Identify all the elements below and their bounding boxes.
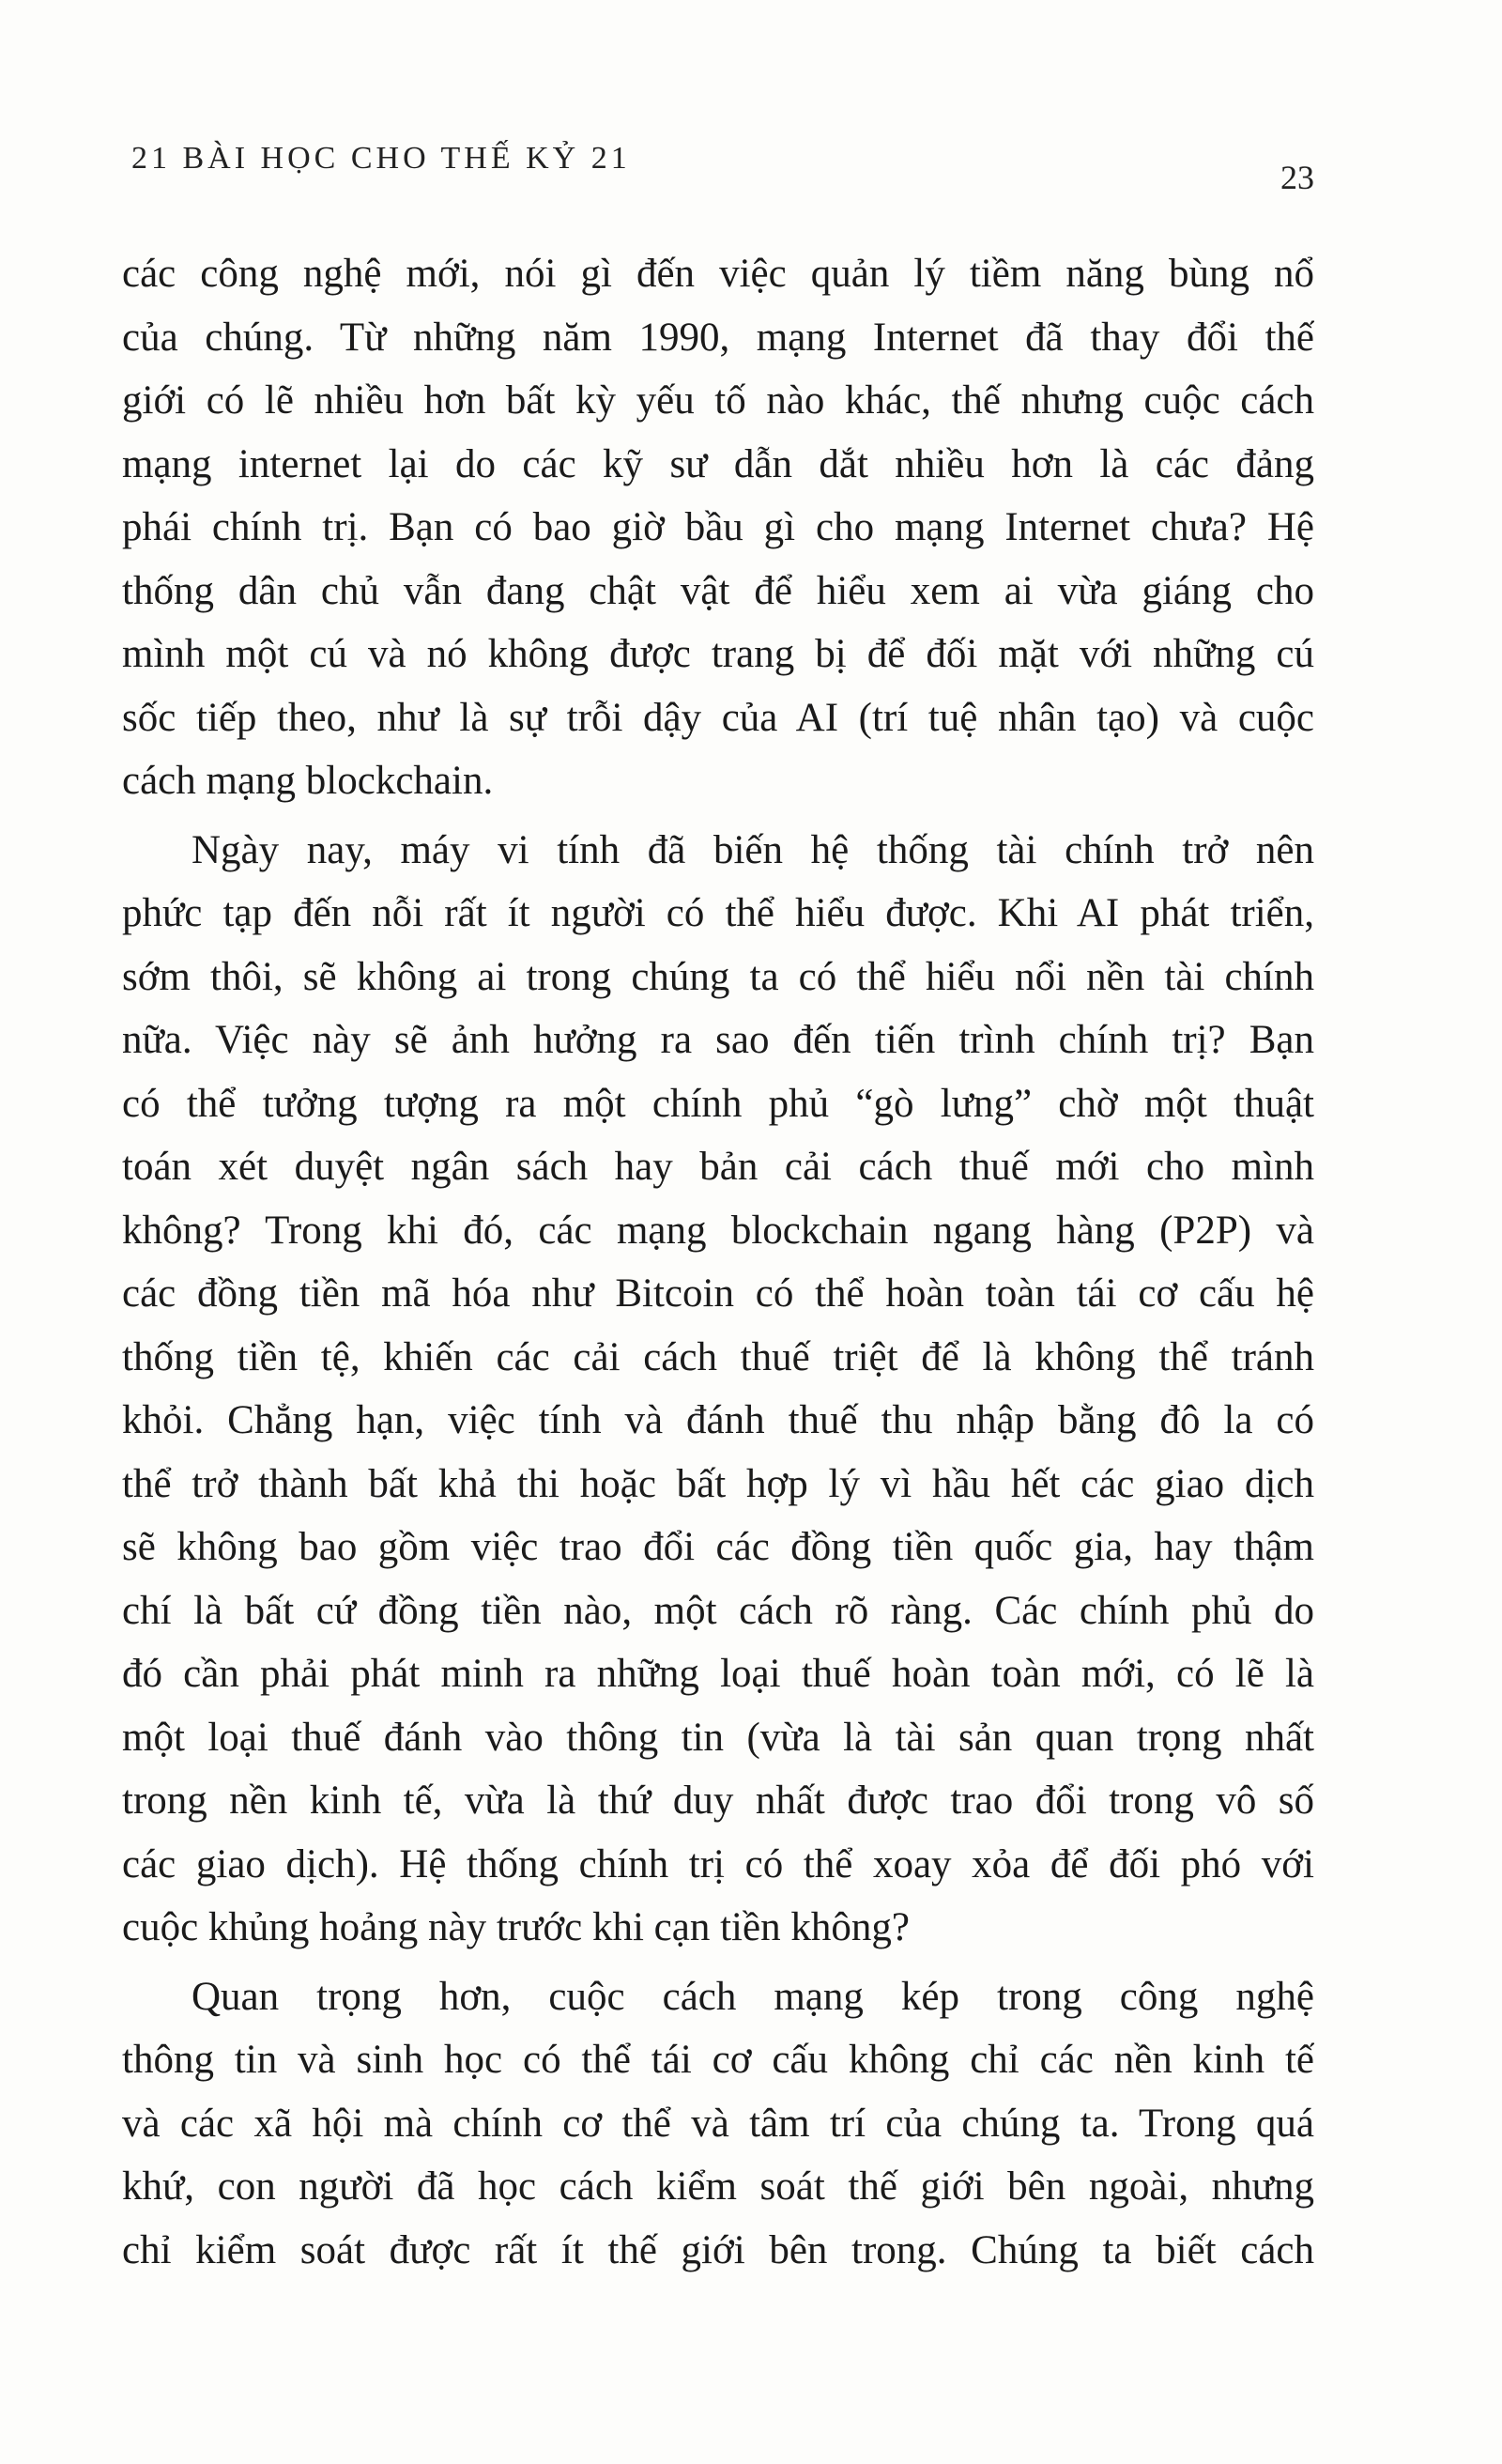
text-line: mình một cú và nó không được trang bị để đối mặt với những cú [122,632,1314,676]
text-line: các đồng tiền mã hóa như Bitcoin có thể hoàn toàn tái cơ cấu hệ [122,1271,1314,1316]
running-title: 21 BÀI HỌC CHO THẾ KỶ 21 [131,141,631,176]
text-line: sớm thôi, sẽ không ai trong chúng ta có thể hiểu nổi nền tài chính [122,954,1314,999]
text-line: Quan trọng hơn, cuộc cách mạng kép trong công nghệ [192,1974,1314,2019]
text-line: cách mạng blockchain. [122,759,494,803]
text-line: mạng internet lại do các kỹ sư dẫn dắt nhiều hơn là các đảng [122,441,1314,486]
text-line: toán xét duyệt ngân sách hay bản cải cách thuế mới cho mình [122,1145,1314,1189]
paragraph-1 [122,242,1314,813]
text-line: nữa. Việc này sẽ ảnh hưởng ra sao đến tiến trình chính trị? Bạn [122,1018,1314,1062]
text-line: và các xã hội mà chính cơ thể và tâm trí của chúng ta. Trong quá [122,2101,1314,2146]
text-line: sốc tiếp theo, như là sự trỗi dậy của AI (trí tuệ nhân tạo) và cuộc [122,695,1314,740]
text-line: thể trở thành bất khả thi hoặc bất hợp lý vì hầu hết các giao dịch [122,1461,1314,1506]
text-line: giới có lẽ nhiều hơn bất kỳ yếu tố nào khác, thế nhưng cuộc cách [122,378,1314,423]
text-line: thống dân chủ vẫn đang chật vật để hiểu xem ai vừa giáng cho [122,568,1314,613]
paragraph-2 [122,819,1314,1960]
body-text [122,242,1314,2282]
text-line: thông tin và sinh học có thể tái cơ cấu không chỉ các nền kinh tế [122,2038,1314,2082]
text-line: phức tạp đến nỗi rất ít người có thể hiểu được. Khi AI phát triển, [122,891,1314,935]
text-line: phái chính trị. Bạn có bao giờ bầu gì cho mạng Internet chưa? Hệ [122,505,1314,549]
text-line: chí là bất cứ đồng tiền nào, một cách rõ ràng. Các chính phủ do [122,1588,1314,1633]
text-line: chỉ kiểm soát được rất ít thế giới bên trong. Chúng ta biết cách [122,2227,1314,2272]
text-line: một loại thuế đánh vào thông tin (vừa là tài sản quan trọng nhất [122,1715,1314,1760]
paragraph-3 [122,1965,1314,2283]
text-line: không? Trong khi đó, các mạng blockchain ngang hàng (P2P) và [122,1208,1314,1253]
text-line: Ngày nay, máy vi tính đã biến hệ thống tài chính trở nên [192,827,1314,872]
text-line: trong nền kinh tế, vừa là thứ duy nhất được trao đổi trong vô số [122,1779,1314,1823]
text-line: các giao dịch). Hệ thống chính trị có thể xoay xỏa để đối phó với [122,1841,1314,1886]
text-line: cuộc khủng hoảng này trước khi cạn tiền không? [122,1905,910,1949]
text-line: đó cần phải phát minh ra những loại thuế hoàn toàn mới, có lẽ là [122,1652,1314,1696]
page-number: 23 [1280,159,1314,196]
text-line: thống tiền tệ, khiến các cải cách thuế triệt để là không thể tránh [122,1334,1314,1379]
text-line: sẽ không bao gồm việc trao đổi các đồng tiền quốc gia, hay thậm [122,1525,1314,1569]
text-line: khứ, con người đã học cách kiểm soát thế giới bên ngoài, nhưng [122,2164,1314,2209]
text-line: của chúng. Từ những năm 1990, mạng Internet đã thay đổi thế [122,315,1314,360]
text-line: có thể tưởng tượng ra một chính phủ “gò lưng” chờ một thuật [122,1081,1314,1126]
text-line: khỏi. Chẳng hạn, việc tính và đánh thuế thu nhập bằng đô la có [122,1398,1314,1442]
text-line: các công nghệ mới, nói gì đến việc quản lý tiềm năng bùng nổ [122,252,1314,296]
